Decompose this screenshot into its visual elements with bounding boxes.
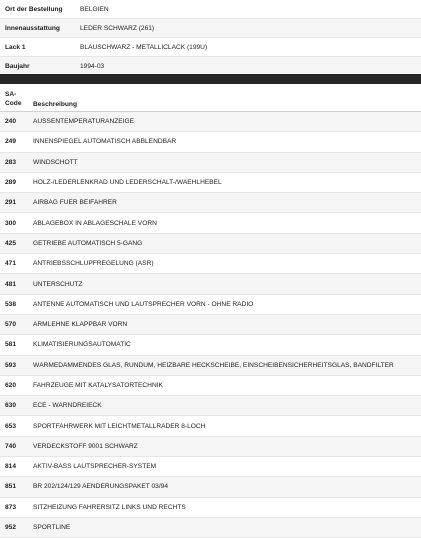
info-label: Innenausstattung [5,24,60,32]
sa-code: 873 [5,503,17,511]
vehicle-info-table [0,0,421,76]
table-row [0,335,421,355]
table-row [0,153,421,173]
sa-code: 538 [5,300,17,308]
sa-code: 425 [5,239,17,247]
sa-description: FAHRZEUGE MIT KATALYSATORTECHNIK [33,382,163,389]
info-row-order-location [0,0,421,19]
table-row [0,132,421,152]
info-label: Ort der Bestellung [5,5,63,13]
section-divider-bar [0,74,421,84]
sa-description: SITZHEIZUNG FAHRERSITZ LINKS UND RECHTS [33,503,186,511]
table-row [0,213,421,233]
sa-code: 471 [5,260,17,268]
info-value: LEDER SCHWARZ (261) [80,24,155,32]
sa-description: WÄRMEDÄMMENDES GLAS, RUNDUM, HEIZBARE HECKSCHEIBE, EINSCHEIBENSICHERHEITSGLAS, BANDFILTER [33,361,394,369]
info-value: BLAUSCHWARZ - METALLICLACK (199U) [80,43,208,51]
sa-code: 952 [5,524,17,532]
sa-description: GETRIEBE AUTOMATISCH 5-GANG [33,239,143,247]
sa-code: 581 [5,341,17,349]
sa-description: BR 202/124/129 AENDERUNGSPAKET 03/94 [33,483,169,491]
info-label: Baujahr [5,62,30,70]
sa-description: ANTRIEBSSCHLUPFREGELUNG (ASR) [33,260,154,268]
table-row [0,518,421,538]
sa-code: 481 [5,280,17,288]
sa-code: 740 [5,442,17,450]
header-description: Beschreibung [33,101,77,108]
table-row [0,254,421,274]
sa-code: 249 [5,138,17,146]
sa-code: 593 [5,361,17,369]
sa-description: AIRBAG FUER BEIFAHRER [33,199,117,207]
header-sa-code-line1: SA- [5,91,17,98]
header-sa-code-line2: Code [5,100,22,107]
table-row [0,315,421,335]
sa-description: INNENSPIEGEL AUTOMATISCH ABBLENDBAR [33,138,177,146]
sa-description: AUSSENTEMPERATURANZEIGE [33,118,134,126]
sa-description: AKTIV-BASS LAUTSPRECHER-SYSTEM [33,463,157,471]
table-row [0,356,421,376]
sa-table-header [0,84,421,112]
sa-description: WINDSCHOTT [33,158,78,166]
table-row [0,295,421,315]
sa-code: 620 [5,382,17,389]
sa-description: ARMLEHNE KLAPPBAR VORN [33,321,128,329]
sa-code: 283 [5,158,17,166]
sa-code-table [0,84,421,538]
sa-description: HOLZ-/LEDERLENKRAD UND LEDERSCHALT-/WAEHLHEBEL [33,179,222,187]
table-row [0,112,421,132]
sa-table-body [0,112,421,538]
table-row [0,274,421,294]
sa-code: 630 [5,402,17,410]
sa-description: VERDECKSTOFF 9001 SCHWARZ [33,442,138,450]
sa-code: 814 [5,463,17,471]
table-row [0,457,421,477]
table-row [0,477,421,497]
sa-description: ABLAGEBOX IN ABLAGESCHALE VORN [33,219,157,227]
table-row [0,437,421,457]
table-row [0,396,421,416]
info-value: 1994-03 [80,62,105,70]
sa-code: 240 [5,118,17,126]
table-row [0,193,421,213]
sa-code: 570 [5,321,17,329]
sa-code: 289 [5,179,17,187]
sa-code: 300 [5,219,17,227]
sa-description: ANTENNE AUTOMATISCH UND LAUTSPRECHER VORN - OHNE RADIO [33,300,254,308]
table-row [0,498,421,518]
info-label: Lack 1 [5,43,26,51]
header-sa-code [0,90,33,108]
sa-description: KLIMATISIERUNGSAUTOMATIC [33,341,131,349]
sa-description: SPORTFAHRWERK MIT LEICHTMETALLRÄDER 8-LOCH [33,422,206,430]
info-value: BELGIEN [80,5,109,13]
sa-code: 851 [5,483,17,491]
sa-code: 291 [5,199,17,207]
table-row [0,376,421,396]
info-row-paint [0,38,421,57]
info-row-interior [0,19,421,38]
sa-description: SPORTLINE [33,524,71,532]
sa-description: UNTERSCHUTZ [33,280,83,288]
table-row [0,416,421,436]
table-row [0,173,421,193]
table-row [0,234,421,254]
sa-code: 653 [5,422,17,430]
sa-description: ECE - WARNDREIECK [33,402,102,410]
